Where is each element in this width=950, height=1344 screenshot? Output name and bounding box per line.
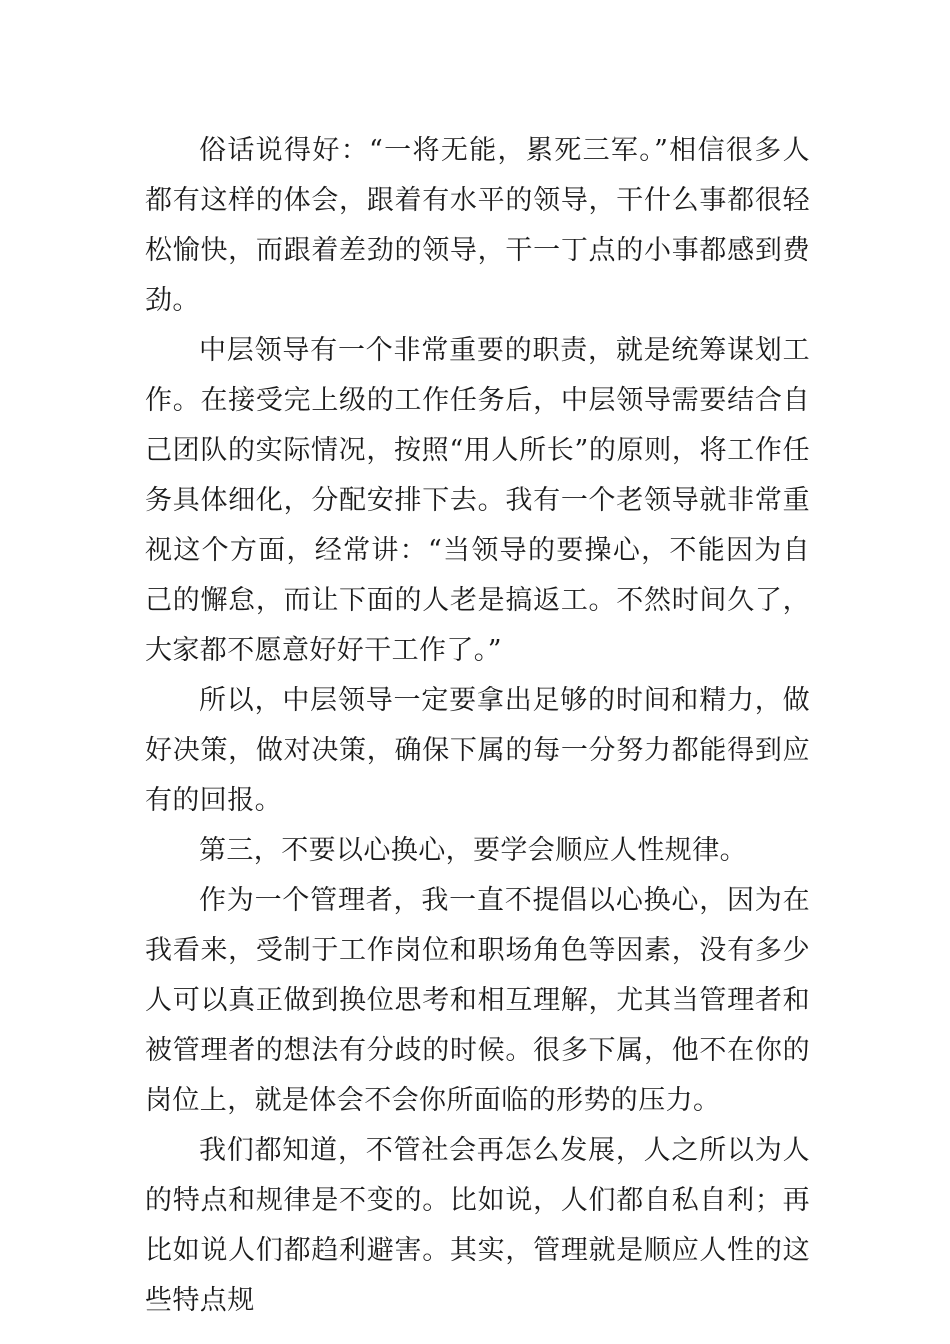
paragraph-human-nature: 我们都知道，不管社会再怎么发展，人之所以为人的特点和规律是不变的。比如说，人们都自私自利；再比如说人们都趋利避害。其实，管理就是顺应人性的这些特点规: [145, 1135, 810, 1316]
paragraph-proverb: 俗话说得好：“一将无能，累死三军。”相信很多人都有这样的体会，跟着有水平的领导，干什么事都很轻松愉快，而跟着差劲的领导，干一丁点的小事都感到费劲。: [145, 135, 810, 316]
paragraph-conclusion: 所以，中层领导一定要拿出足够的时间和精力，做好决策，做对决策，确保下属的每一分努力都能得到应有的回报。: [145, 685, 810, 816]
paragraph-middle-manager-duty: 中层领导有一个非常重要的职责，就是统筹谋划工作。在接受完上级的工作任务后，中层领导需要结合自己团队的实际情况，按照“用人所长”的原则，将工作任务具体细化，分配安排下去。我有一个老领导就非常重视这个方面，经常讲：“当领导的要操心，不能因为自己的懈怠，而让下面的人老是搞返工。不然时间久了，大家都不愿意好好干工作了。”: [145, 335, 810, 666]
section-heading-third-point: 第三，不要以心换心，要学会顺应人性规律。: [199, 835, 747, 866]
paragraph-manager-view: 作为一个管理者，我一直不提倡以心换心，因为在我看来，受制于工作岗位和职场角色等因素，没有多少人可以真正做到换位思考和相互理解，尤其当管理者和被管理者的想法有分歧的时候。很多下属，他不在你的岗位上，就是体会不会你所面临的形势的压力。: [145, 885, 810, 1116]
document-body: [145, 126, 810, 1326]
